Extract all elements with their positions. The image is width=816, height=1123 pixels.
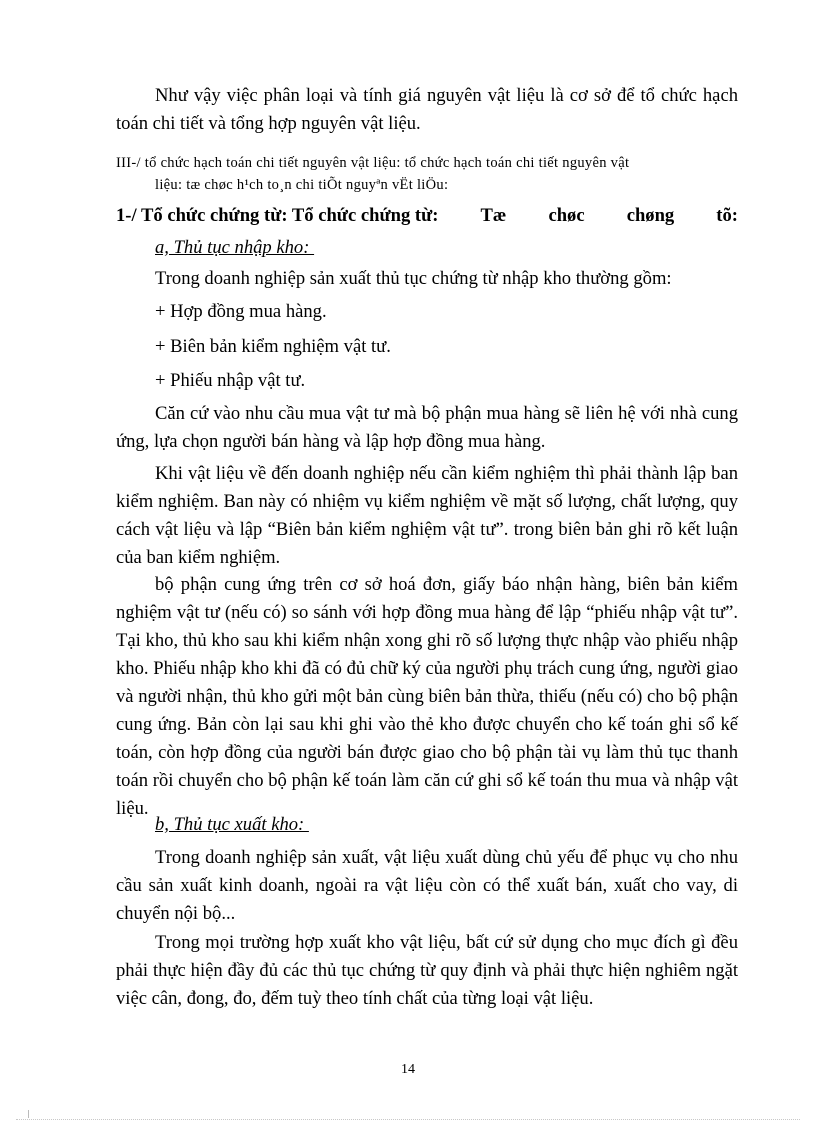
heading-1-part: 1-/ Tổ chức chứng từ: Tổ chức chứng từ: [116, 205, 439, 226]
paragraph-b1: Trong doanh nghiệp sản xuất, vật liệu xuất dùng chủ yếu để phục vụ cho nhu cầu sản xuất kinh doanh, ngoài ra vật liệu còn có thể xuất bán, xuất cho vay, di chuyển nội bộ... [116, 847, 738, 924]
subheading-b: b, Thủ tục xuất kho: [155, 814, 309, 835]
list-item: + Biên bản kiểm nghiệm vật tư. [155, 336, 391, 357]
heading-1-part: chøc [548, 205, 585, 226]
paragraph-a4: bộ phận cung ứng trên cơ sở hoá đơn, giấy báo nhận hàng, biên bản kiểm nghiệm vật tư (nếu có) so sánh với hợp đồng mua hàng để lập “phiếu nhập vật tư”. Tại kho, thủ kho sau khi kiểm nhận xong ghi rõ số lượng thực nhập vào phiếu nhập kho. Phiếu nhập kho khi đã có đủ chữ ký của người phụ trách cung ứng, người giao và người nhận, thủ kho gửi một bản cùng biên bản thừa, thiếu (nếu có) cho bộ phận cung ứng. Bản còn lại sau khi ghi vào thẻ kho được chuyển cho kế toán ghi sổ kế toán, còn hợp đồng của người bán được giao cho bộ phận tài vụ làm thủ tục thanh toán rồi chuyển cho bộ phận kế toán làm căn cứ ghi sổ kế toán thu mua và nhập vật liệu. [116, 574, 738, 819]
heading-1-part: chøng [626, 205, 675, 226]
page-corner-mark [20, 1110, 29, 1118]
paragraph-b2: Trong mọi trường hợp xuất kho vật liệu, bất cứ sử dụng cho mục đích gì đều phải thực hiện đầy đủ các thủ tục chứng từ quy định và phải thực hiện nghiêm ngặt việc cân, đong, đo, đếm tuỳ theo tính chất của từng loại vật liệu. [116, 932, 738, 1009]
section-iii-line2: liệu: tæ chøc h¹ch to¸n chi tiÕt nguyªn vËt liÖu: [155, 177, 449, 193]
intro-paragraph: Như vậy việc phân loại và tính giá nguyên vật liệu là cơ sở để tổ chức hạch toán chi tiết và tổng hợp nguyên vật liệu. [116, 85, 738, 134]
list-item: + Phiếu nhập vật tư. [155, 370, 306, 391]
list-item: + Hợp đồng mua hàng. [155, 301, 327, 322]
paragraph-a2: Căn cứ vào nhu cầu mua vật tư mà bộ phận mua hàng sẽ liên hệ với nhà cung ứng, lựa chọn người bán hàng và lập hợp đồng mua hàng. [116, 403, 738, 452]
paragraph-a1: Trong doanh nghiệp sản xuất thủ tục chứng từ nhập kho thường gồm: [155, 268, 672, 289]
heading-1-part: Tæ [480, 205, 507, 226]
page-bottom-border [16, 1119, 800, 1120]
subheading-a: a, Thủ tục nhập kho: [155, 237, 315, 258]
heading-1-to-chuc-chung-tu [116, 202, 738, 230]
heading-1-part: tõ: [716, 205, 738, 226]
section-iii-line1: III-/ tổ chức hạch toán chi tiết nguyên vật liệu: tổ chức hạch toán chi tiết nguyên vật [116, 155, 630, 171]
section-iii-heading [116, 152, 738, 196]
paragraph-a3: Khi vật liệu về đến doanh nghiệp nếu cần kiểm nghiệm thì phải thành lập ban kiểm nghiệm. Ban này có nhiệm vụ kiểm nghiệm về mặt số lượng, chất lượng, quy cách vật liệu và lập “Biên bản kiểm nghiệm vật tư”. trong biên bản ghi rõ kết luận của ban kiểm nghiệm. [116, 463, 738, 568]
page-number: 14 [401, 1062, 415, 1077]
